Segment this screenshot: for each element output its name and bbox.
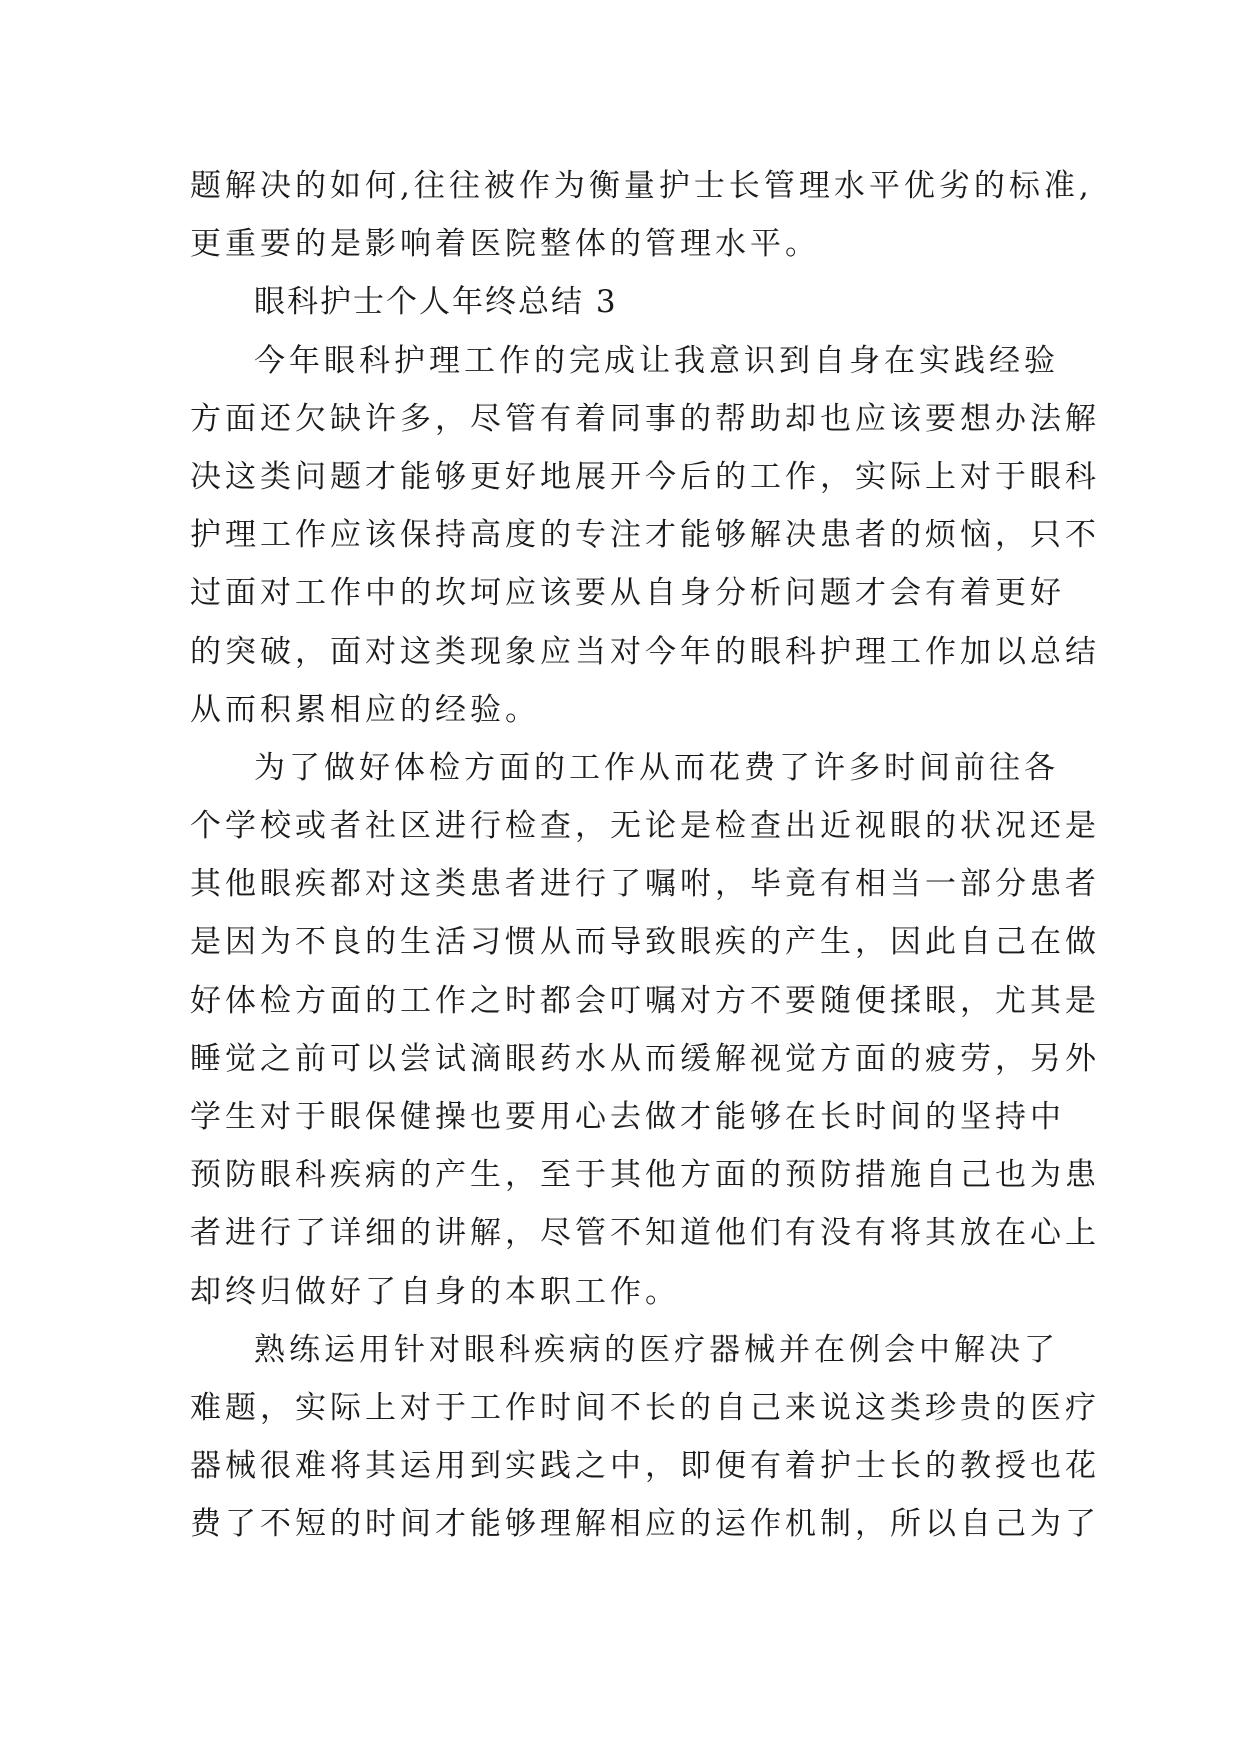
text-line: 更重要的是影响着医院整体的管理水平。 (190, 226, 820, 263)
text-line: 方面还欠缺许多，尽管有着同事的帮助却也应该要想办法解 (190, 400, 1100, 437)
text-line: 个学校或者社区进行检查，无论是检查出近视眼的状况还是 (190, 808, 1100, 845)
text-line: 费了不短的时间才能够理解相应的运作机制，所以自己为了 (190, 1506, 1100, 1543)
text-line: 好体检方面的工作之时都会叮嘱对方不要随便揉眼，尤其是 (190, 982, 1100, 1019)
text-line: 器械很难将其运用到实践之中，即便有着护士长的教授也花 (190, 1448, 1100, 1485)
text-line: 者进行了详细的讲解，尽管不知道他们有没有将其放在心上 (190, 1215, 1100, 1252)
text-line: 学生对于眼保健操也要用心去做才能够在长时间的坚持中 (190, 1099, 1065, 1135)
text-line: 熟练运用针对眼科疾病的医疗器械并在例会中解决了 (254, 1331, 1059, 1368)
text-line: 睡觉之前可以尝试滴眼药水从而缓解视觉方面的疲劳，另外 (190, 1040, 1100, 1077)
text-line: 过面对工作中的坎坷应该要从自身分析问题才会有着更好 (190, 575, 1065, 612)
section-heading: 眼科护士个人年终总结 3 (254, 284, 618, 321)
text-line: 预防眼科疾病的产生，至于其他方面的预防措施自己也为患 (190, 1157, 1100, 1194)
text-line: 其他眼疾都对这类患者进行了嘱咐，毕竟有相当一部分患者 (190, 866, 1100, 903)
text-line: 是因为不良的生活习惯从而导致眼疾的产生，因此自己在做 (190, 924, 1100, 961)
text-line: 却终归做好了自身的本职工作。 (190, 1273, 680, 1310)
text-line: 护理工作应该保持高度的专注才能够解决患者的烦恼，只不 (190, 517, 1100, 554)
document-body (190, 157, 1100, 1554)
text-line: 从而积累相应的经验。 (190, 691, 540, 728)
text-line: 决这类问题才能够更好地展开今后的工作，实际上对于眼科 (190, 458, 1100, 495)
text-line: 今年眼科护理工作的完成让我意识到自身在实践经验 (254, 342, 1059, 379)
text-line: 的突破，面对这类现象应当对今年的眼科护理工作加以总结 (190, 633, 1100, 670)
text-line: 题解决的如何,往往被作为衡量护士长管理水平优劣的标准, (190, 168, 1093, 204)
text-line: 为了做好体检方面的工作从而花费了许多时间前往各 (254, 749, 1059, 786)
text-line: 难题，实际上对于工作时间不长的自己来说这类珍贵的医疗 (190, 1389, 1100, 1426)
